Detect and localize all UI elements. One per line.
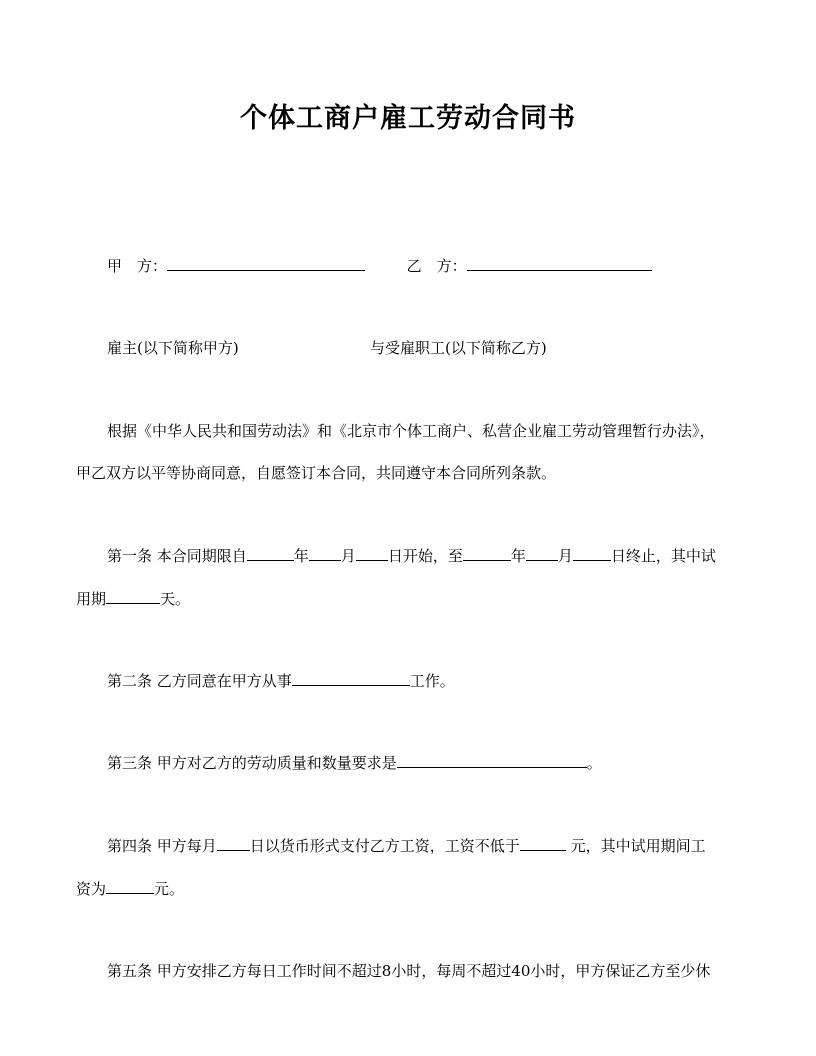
article-1-probation-label: 用期 <box>76 590 107 608</box>
document-title: 个体工商户雇工劳动合同书 <box>240 103 576 134</box>
probation-days-blank <box>106 589 160 604</box>
article-3-line <box>107 753 744 773</box>
article-2-end: 工作。 <box>409 672 455 690</box>
end-month-blank <box>526 546 558 561</box>
min-wage-blank <box>520 836 566 851</box>
article-1-line-2 <box>76 589 744 609</box>
article-5-line-1: 第五条 甲方安排乙方每日工作时间不超过8小时，每周不超过40小时，甲方保证乙方至少休 <box>107 962 711 980</box>
party-b-blank <box>467 256 652 271</box>
preamble-line-1: 根据《中华人民共和国劳动法》和《北京市个体工商户、私营企业雇工劳动管理暂行办法》， <box>107 422 715 440</box>
article-1-start: 日开始，至 <box>387 547 463 565</box>
article-1-line-1 <box>107 546 744 566</box>
article-1-text-a: 第一条 本合同期限自 <box>107 547 247 565</box>
pay-day-blank <box>217 836 250 851</box>
article-4-text-c: 元，其中试用期间工 <box>565 837 706 855</box>
article-1-month-2: 月 <box>557 547 573 565</box>
quality-requirement-blank <box>397 753 587 768</box>
probation-wage-blank <box>106 879 154 894</box>
job-blank <box>292 671 410 686</box>
start-year-blank <box>247 546 294 561</box>
article-3-end: 。 <box>586 754 602 772</box>
article-4-line-1 <box>107 836 744 856</box>
end-year-blank <box>463 546 511 561</box>
article-1-year: 年 <box>293 547 309 565</box>
article-4-text-d: 资为 <box>76 880 107 898</box>
employee-text: 与受雇职工(以下简称乙方) <box>370 339 547 357</box>
article-4-text-e: 元。 <box>154 880 185 898</box>
article-2-text: 第二条 乙方同意在甲方从事 <box>107 672 292 690</box>
intro-line <box>107 338 744 358</box>
article-1-month: 月 <box>340 547 356 565</box>
article-2-line <box>107 671 744 691</box>
employer-text: 雇主(以下简称甲方) <box>107 339 239 357</box>
start-day-blank <box>356 546 388 561</box>
article-4-line-2 <box>76 879 744 899</box>
parties-line <box>107 256 744 276</box>
start-month-blank <box>309 546 341 561</box>
party-a-label: 甲 方： <box>107 257 168 275</box>
article-1-days: 天。 <box>160 590 191 608</box>
article-3-text: 第三条 甲方对乙方的劳动质量和数量要求是 <box>107 754 397 772</box>
article-1-end: 日终止，其中试 <box>610 547 716 565</box>
article-4-text-a: 第四条 甲方每月 <box>107 837 217 855</box>
end-day-blank <box>573 546 611 561</box>
party-b-label: 乙 方： <box>406 257 467 275</box>
article-4-text-b: 日以货币形式支付乙方工资，工资不低于 <box>249 837 520 855</box>
preamble-line-2: 甲乙双方以平等协商同意，自愿签订本合同，共同遵守本合同所列条款。 <box>76 464 557 482</box>
article-1-year-2: 年 <box>510 547 526 565</box>
party-a-blank <box>167 256 365 271</box>
